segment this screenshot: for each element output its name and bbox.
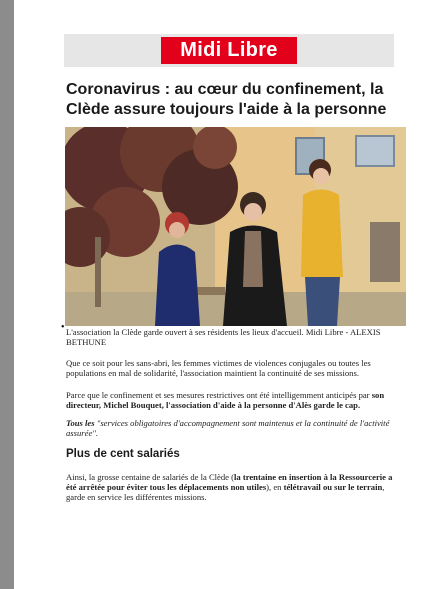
midi-libre-logo[interactable]: Midi Libre [161,37,297,64]
paragraph-1: Que ce soit pour les sans-abri, les femmes victimes de violences conjugales ou toutes les populations en mal de solidarité, l'association maintient la continuité de ses missions. [66,358,371,378]
paragraph-3-quote: "services obligatoires d'accompagnement sont maintenus et la continuité de l'activité assurée" [66,418,390,438]
paragraph-4-text-2: ), en [266,482,284,492]
masthead-banner [64,34,394,67]
paragraph-4-bold-2: télétravail ou sur le terrain [283,482,383,492]
paragraph-4-text-1: Ainsi, la grosse centaine de salariés de la Clède ( [66,472,234,482]
article-headline: Coronavirus : au cœur du confinement, la Clède assure toujours l'aide à la personne [66,81,387,118]
paragraph-4-text-3: , garde en service les différentes missions. [66,482,385,502]
photo-caption: L'association la Clède garde ouvert à ses résidents les lieux d'accueil. Midi Libre - ALEXIS BETHUNE [66,327,381,347]
paragraph-4-bold-1: la trentaine en insertion à la Ressourcerie a été arrêtée pour éviter tous les déplacements non utiles [66,472,393,492]
article-page [14,0,443,589]
caption-bullet: • [61,322,65,333]
section-subheading: Plus de cent salariés [66,448,180,460]
paragraph-3 [66,418,396,438]
paragraph-2-bold: son directeur, Michel Bouquet, l'association d'aide à la personne d'Alès garde le cap. [66,390,385,410]
paragraph-3-bold: Tous les [66,418,97,428]
paragraph-3-end: . [95,428,99,438]
paragraph-2-text: Parce que le confinement et ses mesures restrictives ont été intelligemment anticipés par [66,390,372,400]
article-photo [65,127,406,326]
paragraph-2 [66,390,396,410]
paragraph-4 [66,472,396,502]
window-left-border [0,0,14,589]
